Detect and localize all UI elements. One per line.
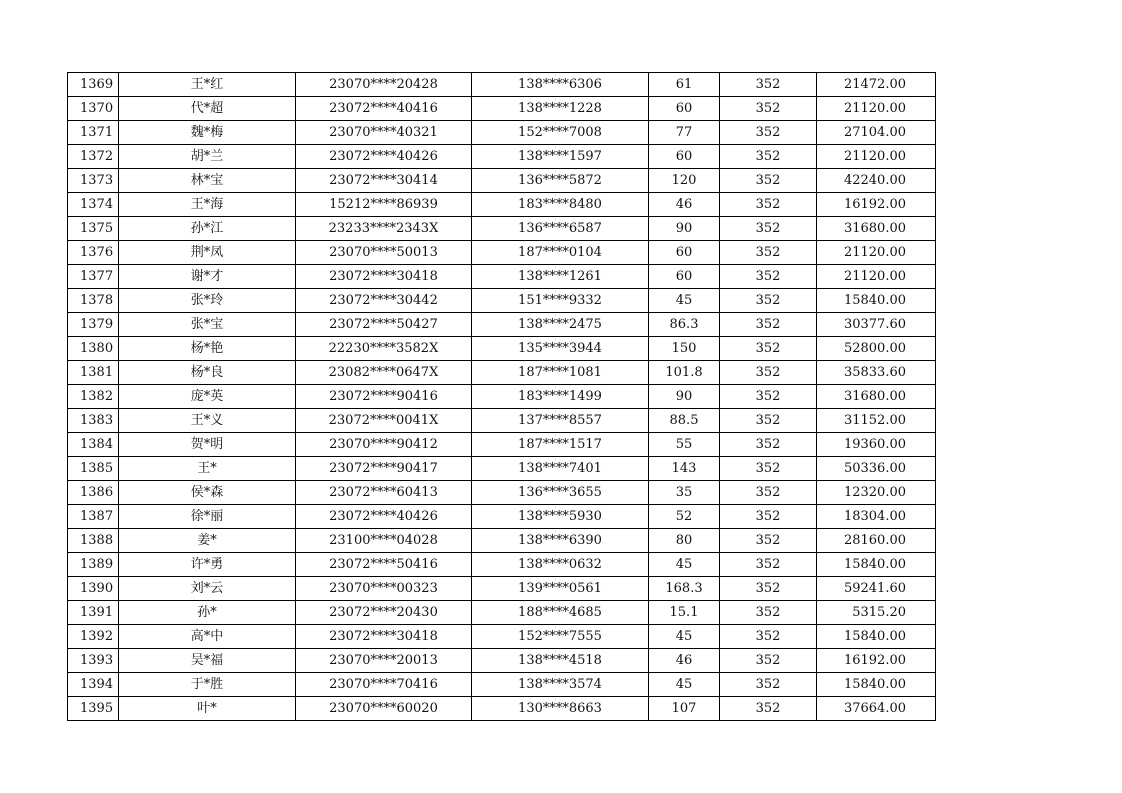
name-cell: 吴*福 xyxy=(119,649,296,673)
amount-cell: 52800.00 xyxy=(817,337,936,361)
row-number-cell: 1380 xyxy=(68,337,119,361)
table-row xyxy=(68,361,936,385)
table-row xyxy=(68,265,936,289)
phone-cell: 183****1499 xyxy=(472,385,649,409)
quantity-cell: 143 xyxy=(649,457,720,481)
row-number-cell: 1371 xyxy=(68,121,119,145)
name-cell: 叶* xyxy=(119,697,296,721)
name-cell: 庞*英 xyxy=(119,385,296,409)
quantity-cell: 55 xyxy=(649,433,720,457)
unit-price-cell: 352 xyxy=(720,385,817,409)
id-number-cell: 22230****3582X xyxy=(296,337,472,361)
amount-cell: 18304.00 xyxy=(817,505,936,529)
phone-cell: 188****4685 xyxy=(472,601,649,625)
table-row xyxy=(68,337,936,361)
quantity-cell: 88.5 xyxy=(649,409,720,433)
unit-price-cell: 352 xyxy=(720,577,817,601)
row-number-cell: 1391 xyxy=(68,601,119,625)
id-number-cell: 23072****30442 xyxy=(296,289,472,313)
row-number-cell: 1389 xyxy=(68,553,119,577)
unit-price-cell: 352 xyxy=(720,193,817,217)
table-row xyxy=(68,97,936,121)
unit-price-cell: 352 xyxy=(720,313,817,337)
unit-price-cell: 352 xyxy=(720,361,817,385)
table-row xyxy=(68,145,936,169)
phone-cell: 139****0561 xyxy=(472,577,649,601)
id-number-cell: 23072****60413 xyxy=(296,481,472,505)
name-cell: 于*胜 xyxy=(119,673,296,697)
row-number-cell: 1390 xyxy=(68,577,119,601)
unit-price-cell: 352 xyxy=(720,601,817,625)
table-row xyxy=(68,193,936,217)
amount-cell: 50336.00 xyxy=(817,457,936,481)
table-row xyxy=(68,217,936,241)
phone-cell: 130****8663 xyxy=(472,697,649,721)
id-number-cell: 23070****20428 xyxy=(296,73,472,97)
unit-price-cell: 352 xyxy=(720,241,817,265)
table-row xyxy=(68,481,936,505)
amount-cell: 31680.00 xyxy=(817,217,936,241)
id-number-cell: 23070****20013 xyxy=(296,649,472,673)
id-number-cell: 23070****60020 xyxy=(296,697,472,721)
name-cell: 王*海 xyxy=(119,193,296,217)
name-cell: 侯*森 xyxy=(119,481,296,505)
name-cell: 许*勇 xyxy=(119,553,296,577)
quantity-cell: 35 xyxy=(649,481,720,505)
name-cell: 杨*艳 xyxy=(119,337,296,361)
unit-price-cell: 352 xyxy=(720,433,817,457)
id-number-cell: 23072****20430 xyxy=(296,601,472,625)
id-number-cell: 15212****86939 xyxy=(296,193,472,217)
phone-cell: 183****8480 xyxy=(472,193,649,217)
phone-cell: 135****3944 xyxy=(472,337,649,361)
id-number-cell: 23072****50416 xyxy=(296,553,472,577)
unit-price-cell: 352 xyxy=(720,529,817,553)
amount-cell: 12320.00 xyxy=(817,481,936,505)
amount-cell: 21120.00 xyxy=(817,265,936,289)
amount-cell: 15840.00 xyxy=(817,625,936,649)
name-cell: 杨*良 xyxy=(119,361,296,385)
amount-cell: 19360.00 xyxy=(817,433,936,457)
quantity-cell: 45 xyxy=(649,625,720,649)
unit-price-cell: 352 xyxy=(720,337,817,361)
quantity-cell: 60 xyxy=(649,145,720,169)
unit-price-cell: 352 xyxy=(720,649,817,673)
id-number-cell: 23072****50427 xyxy=(296,313,472,337)
name-cell: 代*超 xyxy=(119,97,296,121)
amount-cell: 16192.00 xyxy=(817,649,936,673)
row-number-cell: 1378 xyxy=(68,289,119,313)
quantity-cell: 90 xyxy=(649,385,720,409)
name-cell: 姜* xyxy=(119,529,296,553)
id-number-cell: 23072****90417 xyxy=(296,457,472,481)
row-number-cell: 1374 xyxy=(68,193,119,217)
phone-cell: 187****1517 xyxy=(472,433,649,457)
table-row xyxy=(68,409,936,433)
table-row xyxy=(68,625,936,649)
name-cell: 荆*凤 xyxy=(119,241,296,265)
unit-price-cell: 352 xyxy=(720,553,817,577)
amount-cell: 5315.20 xyxy=(817,601,936,625)
quantity-cell: 168.3 xyxy=(649,577,720,601)
id-number-cell: 23072****40426 xyxy=(296,505,472,529)
quantity-cell: 45 xyxy=(649,553,720,577)
amount-cell: 28160.00 xyxy=(817,529,936,553)
amount-cell: 15840.00 xyxy=(817,673,936,697)
name-cell: 谢*才 xyxy=(119,265,296,289)
unit-price-cell: 352 xyxy=(720,121,817,145)
phone-cell: 136****3655 xyxy=(472,481,649,505)
name-cell: 胡*兰 xyxy=(119,145,296,169)
quantity-cell: 46 xyxy=(649,193,720,217)
amount-cell: 59241.60 xyxy=(817,577,936,601)
amount-cell: 21120.00 xyxy=(817,145,936,169)
row-number-cell: 1385 xyxy=(68,457,119,481)
id-number-cell: 23072****30418 xyxy=(296,265,472,289)
name-cell: 张*玲 xyxy=(119,289,296,313)
phone-cell: 138****1261 xyxy=(472,265,649,289)
phone-cell: 138****1597 xyxy=(472,145,649,169)
phone-cell: 138****1228 xyxy=(472,97,649,121)
quantity-cell: 90 xyxy=(649,217,720,241)
unit-price-cell: 352 xyxy=(720,625,817,649)
phone-cell: 138****6390 xyxy=(472,529,649,553)
phone-cell: 136****6587 xyxy=(472,217,649,241)
amount-cell: 35833.60 xyxy=(817,361,936,385)
name-cell: 高*中 xyxy=(119,625,296,649)
row-number-cell: 1388 xyxy=(68,529,119,553)
name-cell: 贺*明 xyxy=(119,433,296,457)
id-number-cell: 23072****40416 xyxy=(296,97,472,121)
table-row xyxy=(68,73,936,97)
phone-cell: 138****3574 xyxy=(472,673,649,697)
row-number-cell: 1387 xyxy=(68,505,119,529)
name-cell: 王*义 xyxy=(119,409,296,433)
phone-cell: 138****6306 xyxy=(472,73,649,97)
table-row xyxy=(68,289,936,313)
quantity-cell: 80 xyxy=(649,529,720,553)
phone-cell: 152****7555 xyxy=(472,625,649,649)
table-row xyxy=(68,169,936,193)
table-row xyxy=(68,457,936,481)
amount-cell: 42240.00 xyxy=(817,169,936,193)
row-number-cell: 1370 xyxy=(68,97,119,121)
records-table xyxy=(67,72,936,721)
row-number-cell: 1377 xyxy=(68,265,119,289)
row-number-cell: 1382 xyxy=(68,385,119,409)
phone-cell: 138****2475 xyxy=(472,313,649,337)
name-cell: 王* xyxy=(119,457,296,481)
table-row xyxy=(68,385,936,409)
table-row xyxy=(68,697,936,721)
phone-cell: 136****5872 xyxy=(472,169,649,193)
quantity-cell: 61 xyxy=(649,73,720,97)
row-number-cell: 1369 xyxy=(68,73,119,97)
amount-cell: 15840.00 xyxy=(817,289,936,313)
table-row xyxy=(68,529,936,553)
row-number-cell: 1375 xyxy=(68,217,119,241)
row-number-cell: 1393 xyxy=(68,649,119,673)
amount-cell: 27104.00 xyxy=(817,121,936,145)
table-row xyxy=(68,649,936,673)
phone-cell: 138****0632 xyxy=(472,553,649,577)
quantity-cell: 107 xyxy=(649,697,720,721)
id-number-cell: 23070****90412 xyxy=(296,433,472,457)
name-cell: 王*红 xyxy=(119,73,296,97)
row-number-cell: 1381 xyxy=(68,361,119,385)
name-cell: 魏*梅 xyxy=(119,121,296,145)
phone-cell: 137****8557 xyxy=(472,409,649,433)
unit-price-cell: 352 xyxy=(720,73,817,97)
amount-cell: 21120.00 xyxy=(817,97,936,121)
unit-price-cell: 352 xyxy=(720,265,817,289)
row-number-cell: 1384 xyxy=(68,433,119,457)
unit-price-cell: 352 xyxy=(720,145,817,169)
table-row xyxy=(68,577,936,601)
amount-cell: 21472.00 xyxy=(817,73,936,97)
row-number-cell: 1383 xyxy=(68,409,119,433)
table-row xyxy=(68,241,936,265)
quantity-cell: 15.1 xyxy=(649,601,720,625)
id-number-cell: 23100****04028 xyxy=(296,529,472,553)
row-number-cell: 1373 xyxy=(68,169,119,193)
unit-price-cell: 352 xyxy=(720,409,817,433)
row-number-cell: 1392 xyxy=(68,625,119,649)
row-number-cell: 1386 xyxy=(68,481,119,505)
table-row xyxy=(68,673,936,697)
unit-price-cell: 352 xyxy=(720,697,817,721)
amount-cell: 30377.60 xyxy=(817,313,936,337)
phone-cell: 187****0104 xyxy=(472,241,649,265)
name-cell: 林*宝 xyxy=(119,169,296,193)
quantity-cell: 86.3 xyxy=(649,313,720,337)
unit-price-cell: 352 xyxy=(720,673,817,697)
table-row xyxy=(68,601,936,625)
quantity-cell: 52 xyxy=(649,505,720,529)
quantity-cell: 60 xyxy=(649,241,720,265)
id-number-cell: 23072****40426 xyxy=(296,145,472,169)
row-number-cell: 1394 xyxy=(68,673,119,697)
table-row xyxy=(68,433,936,457)
amount-cell: 31152.00 xyxy=(817,409,936,433)
name-cell: 孙*江 xyxy=(119,217,296,241)
amount-cell: 31680.00 xyxy=(817,385,936,409)
amount-cell: 15840.00 xyxy=(817,553,936,577)
phone-cell: 151****9332 xyxy=(472,289,649,313)
row-number-cell: 1395 xyxy=(68,697,119,721)
quantity-cell: 45 xyxy=(649,289,720,313)
quantity-cell: 60 xyxy=(649,265,720,289)
id-number-cell: 23072****30418 xyxy=(296,625,472,649)
phone-cell: 138****7401 xyxy=(472,457,649,481)
name-cell: 刘*云 xyxy=(119,577,296,601)
table-row xyxy=(68,121,936,145)
quantity-cell: 46 xyxy=(649,649,720,673)
id-number-cell: 23070****40321 xyxy=(296,121,472,145)
table-row xyxy=(68,313,936,337)
amount-cell: 16192.00 xyxy=(817,193,936,217)
row-number-cell: 1379 xyxy=(68,313,119,337)
quantity-cell: 45 xyxy=(649,673,720,697)
phone-cell: 138****5930 xyxy=(472,505,649,529)
quantity-cell: 120 xyxy=(649,169,720,193)
row-number-cell: 1376 xyxy=(68,241,119,265)
unit-price-cell: 352 xyxy=(720,457,817,481)
table-row xyxy=(68,553,936,577)
unit-price-cell: 352 xyxy=(720,289,817,313)
id-number-cell: 23072****0041X xyxy=(296,409,472,433)
quantity-cell: 150 xyxy=(649,337,720,361)
unit-price-cell: 352 xyxy=(720,97,817,121)
id-number-cell: 23072****30414 xyxy=(296,169,472,193)
phone-cell: 187****1081 xyxy=(472,361,649,385)
unit-price-cell: 352 xyxy=(720,505,817,529)
phone-cell: 152****7008 xyxy=(472,121,649,145)
id-number-cell: 23070****00323 xyxy=(296,577,472,601)
quantity-cell: 60 xyxy=(649,97,720,121)
name-cell: 徐*丽 xyxy=(119,505,296,529)
unit-price-cell: 352 xyxy=(720,481,817,505)
amount-cell: 37664.00 xyxy=(817,697,936,721)
name-cell: 张*宝 xyxy=(119,313,296,337)
table-body xyxy=(68,73,936,721)
quantity-cell: 101.8 xyxy=(649,361,720,385)
id-number-cell: 23082****0647X xyxy=(296,361,472,385)
quantity-cell: 77 xyxy=(649,121,720,145)
phone-cell: 138****4518 xyxy=(472,649,649,673)
id-number-cell: 23070****70416 xyxy=(296,673,472,697)
unit-price-cell: 352 xyxy=(720,217,817,241)
table-row xyxy=(68,505,936,529)
id-number-cell: 23072****90416 xyxy=(296,385,472,409)
id-number-cell: 23070****50013 xyxy=(296,241,472,265)
name-cell: 孙* xyxy=(119,601,296,625)
id-number-cell: 23233****2343X xyxy=(296,217,472,241)
unit-price-cell: 352 xyxy=(720,169,817,193)
row-number-cell: 1372 xyxy=(68,145,119,169)
amount-cell: 21120.00 xyxy=(817,241,936,265)
